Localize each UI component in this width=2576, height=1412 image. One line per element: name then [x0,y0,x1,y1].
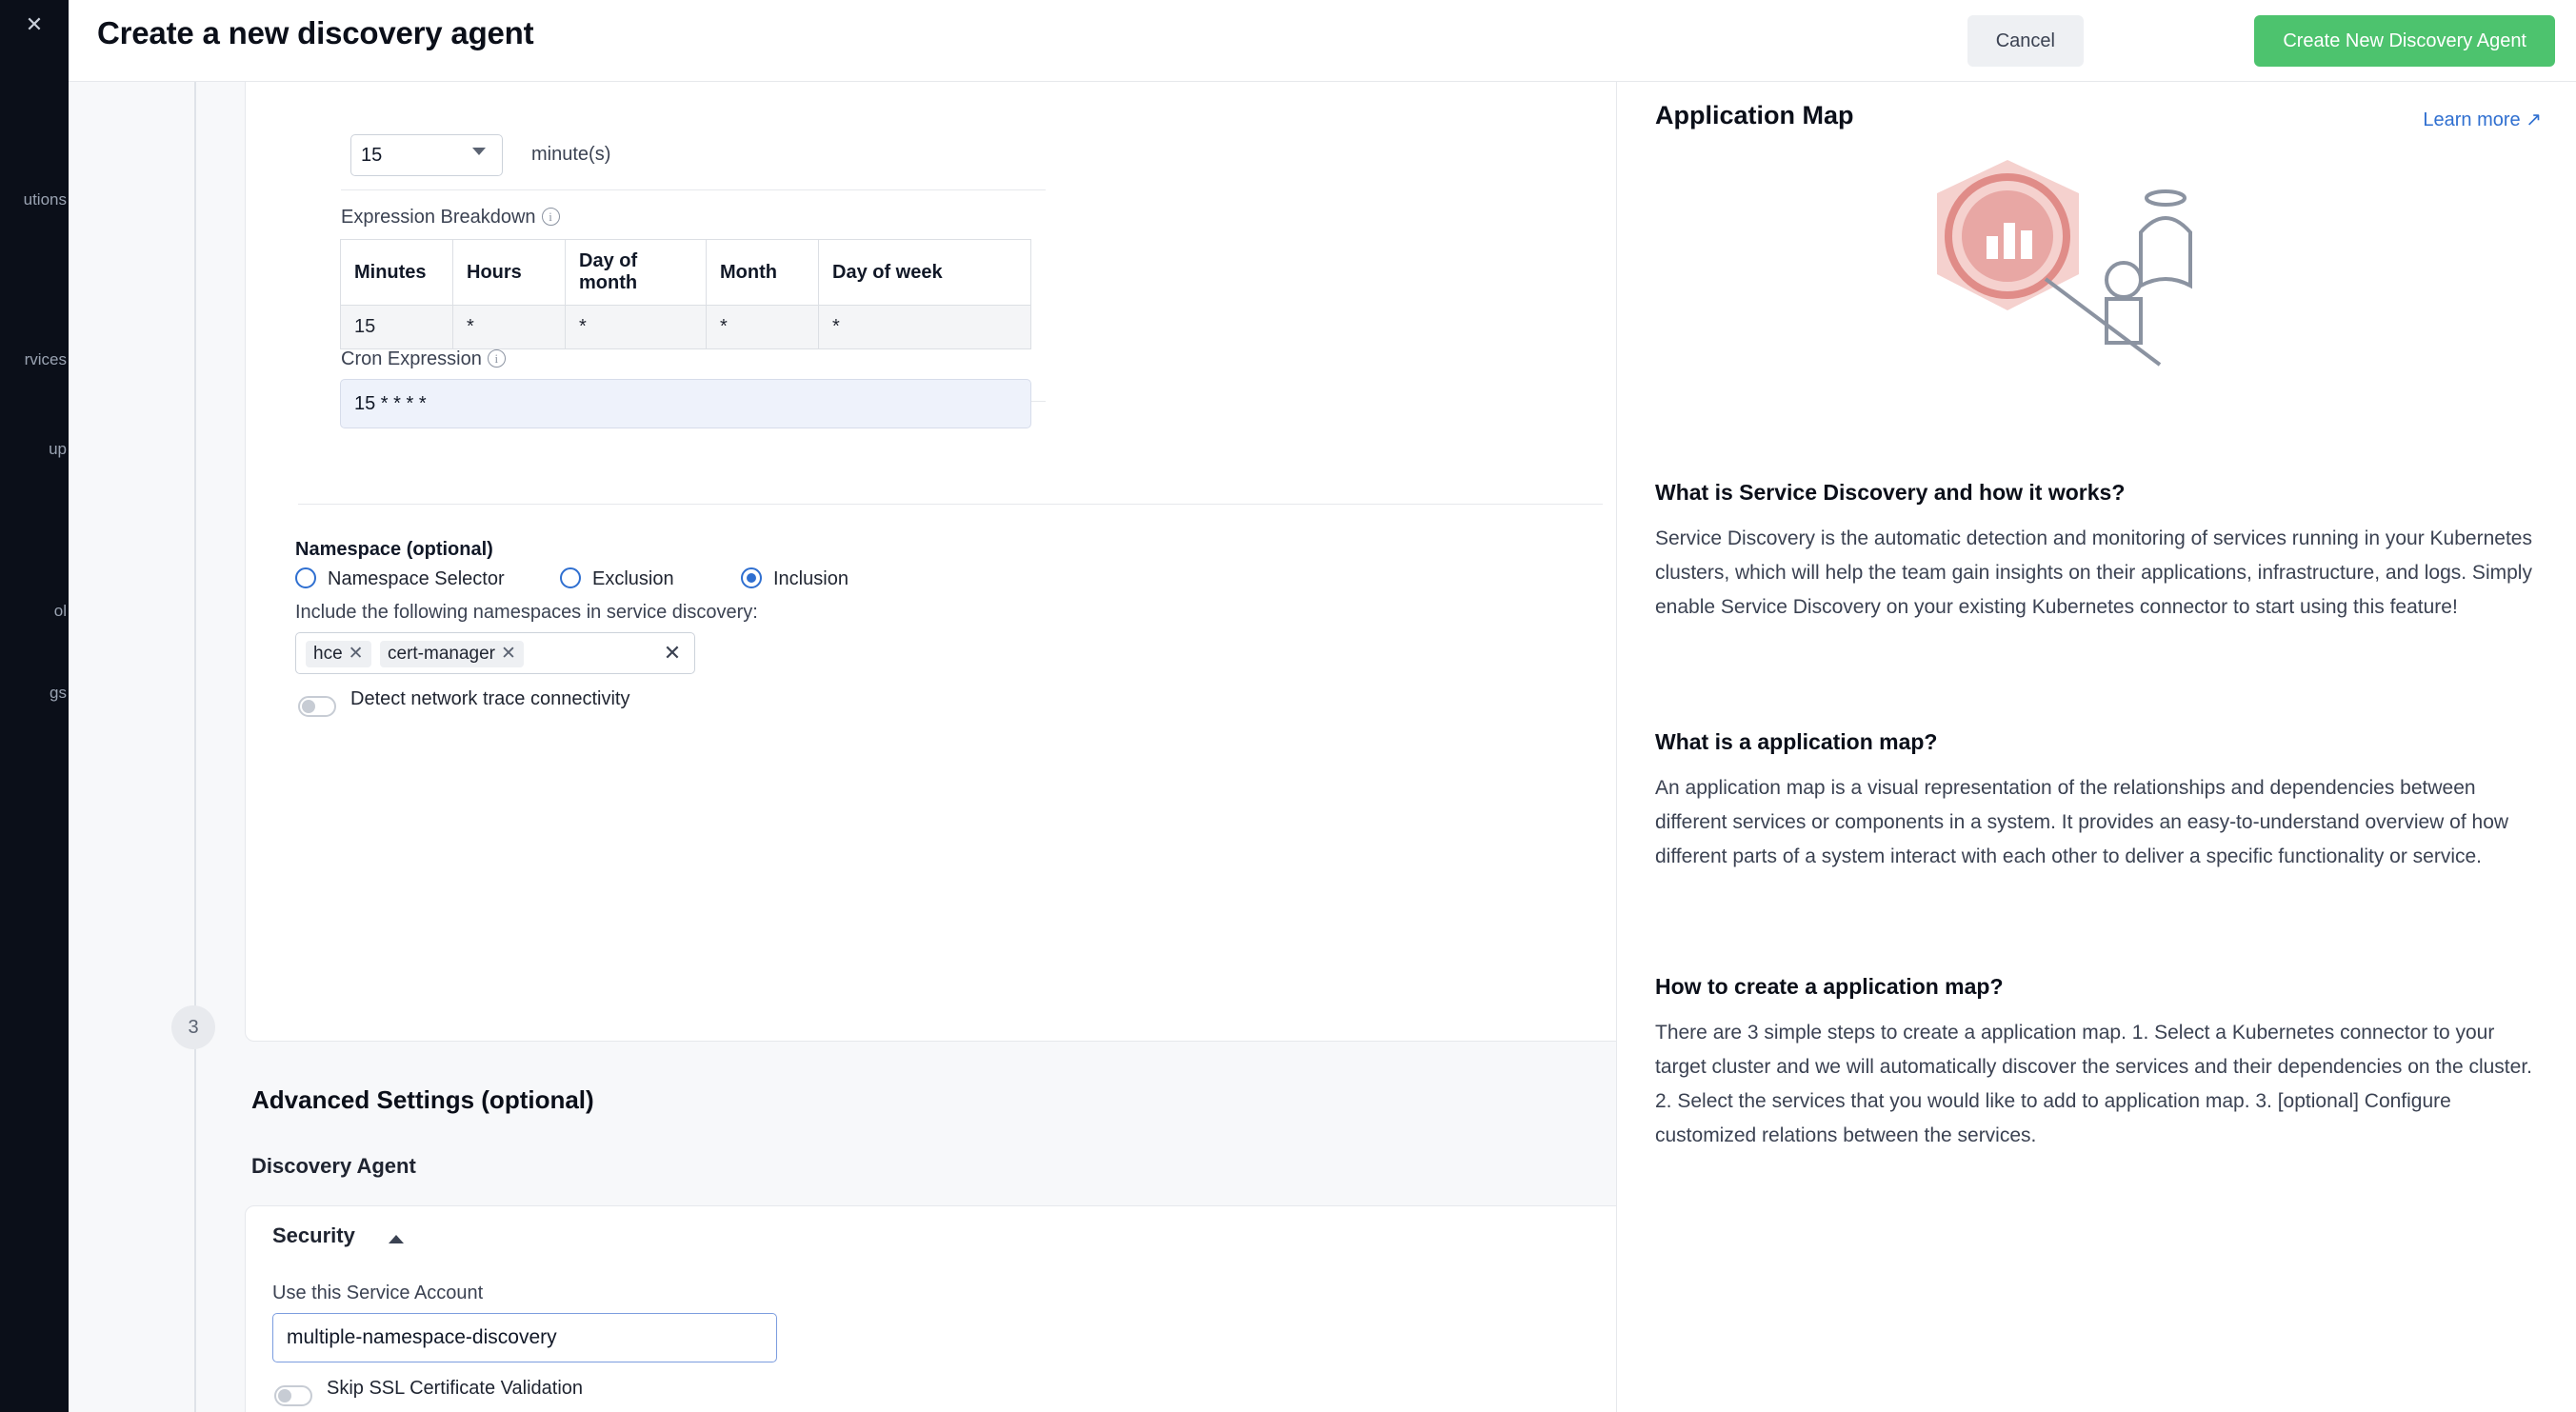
namespace-include-note: Include the following namespaces in service discovery: [295,602,758,623]
chevron-down-icon [472,148,486,155]
radio-icon[interactable] [741,567,762,588]
namespace-section-title: Namespace (optional) [295,539,493,560]
expression-breakdown-label [341,207,560,229]
chevron-up-icon[interactable] [389,1235,404,1243]
expression-breakdown-text: Expression Breakdown [341,207,536,228]
radio-label: Namespace Selector [328,568,505,589]
form-pane [69,82,1616,1412]
detect-network-trace-toggle[interactable] [298,696,336,717]
cell-day-of-week: * [819,306,1031,349]
chip-label: hce [313,644,343,664]
namespace-chip-input[interactable] [295,632,695,674]
backdrop-nav-label: ol [53,602,67,620]
cancel-button[interactable]: Cancel [1967,15,2084,67]
cron-expression-input[interactable] [340,379,1031,428]
learn-more-link[interactable]: Learn more ↗ [2423,109,2542,130]
modal-header [69,0,2576,82]
clear-icon[interactable]: ✕ [663,641,682,665]
chip-label: cert-manager [388,644,495,664]
detect-network-trace-label: Detect network trace connectivity [350,688,630,709]
create-new-discovery-agent-button[interactable]: Create New Discovery Agent [2254,15,2555,67]
radio-label: Inclusion [773,568,849,589]
chip-remove-icon[interactable]: ✕ [501,644,516,664]
divider [341,189,1046,190]
radio-inclusion[interactable] [741,567,849,596]
table-row [341,306,1031,349]
page-title: Create a new discovery agent [97,15,534,50]
step-rail [194,82,196,1412]
table-header-row [341,240,1031,306]
radio-label: Exclusion [592,568,674,589]
discovery-agent-subtitle: Discovery Agent [251,1154,416,1178]
skip-ssl-label: Skip SSL Certificate Validation [327,1378,584,1399]
divider [298,504,1603,505]
close-icon[interactable]: ✕ [25,12,44,36]
radio-icon[interactable] [295,567,316,588]
info-body: An application map is a visual representation of the relationships and dependencies between different services or components in a system. It provides an easy-to-understand overview of how different parts of a system interact with each other to deliver a specific functionality or service. [1655,777,2509,867]
chip-namespace[interactable] [306,641,371,667]
backdrop-nav-label: gs [50,684,67,702]
backdrop-nav-label: rvices [24,350,67,368]
radio-exclusion[interactable] [560,567,674,596]
skip-ssl-toggle[interactable] [274,1385,312,1406]
info-body: There are 3 simple steps to create a application map. 1. Select a Kubernetes connector to your target cluster and we will automatically discover the services and their dependencies on the cluster. 2. Select the services that you would like to add to application map. 3. [optional] Configure customized relations between the services. [1655,1022,2532,1146]
application-map-illustration [1903,141,2284,427]
service-account-label: Use this Service Account [272,1283,484,1303]
expression-breakdown-table [340,239,1031,349]
info-heading: How to create a application map? [1655,974,2004,999]
interval-select[interactable] [350,134,503,176]
security-card [245,1205,1616,1412]
column-header-day-of-month: Day of month [566,240,707,306]
cell-day-of-month: * [566,306,707,349]
radio-icon[interactable] [560,567,581,588]
advanced-settings-title: Advanced Settings (optional) [251,1085,594,1114]
backdrop-nav-label: up [49,440,67,458]
info-body: Service Discovery is the automatic detection and monitoring of services running in your Kubernetes clusters, which will help the team gain insights on their applications, infrastructure, and logs. Simply enable Service Discovery on your existing Kubernetes connector to start using this feature! [1655,527,2532,618]
create-discovery-agent-modal [69,0,2576,1412]
info-icon[interactable]: i [488,349,506,368]
cell-hours: * [453,306,566,349]
radio-namespace-selector[interactable] [295,567,505,596]
security-section-header[interactable]: Security [272,1223,355,1247]
schedule-card [245,82,1616,1042]
backdrop-nav-label: utions [23,190,67,209]
column-header-day-of-week: Day of week [819,240,1031,306]
cron-expression-text: Cron Expression [341,348,482,369]
chip-remove-icon[interactable]: ✕ [348,644,364,664]
cron-expression-label [341,348,506,370]
interval-unit-label: minute(s) [531,144,611,165]
app-backdrop [0,0,69,1412]
step-badge-3: 3 [171,1005,215,1049]
info-heading: What is Service Discovery and how it works? [1655,480,2126,505]
application-map-title: Application Map [1655,101,1854,129]
learn-more-label: Learn more [2423,109,2521,130]
cell-minutes: 15 [341,306,453,349]
info-icon[interactable]: i [542,208,560,226]
cell-month: * [707,306,819,349]
chip-namespace[interactable] [380,641,524,667]
column-header-hours: Hours [453,240,566,306]
column-header-month: Month [707,240,819,306]
column-header-minutes: Minutes [341,240,453,306]
info-heading: What is a application map? [1655,729,1938,754]
service-account-input[interactable] [272,1313,777,1362]
info-pane [1616,82,2576,1412]
